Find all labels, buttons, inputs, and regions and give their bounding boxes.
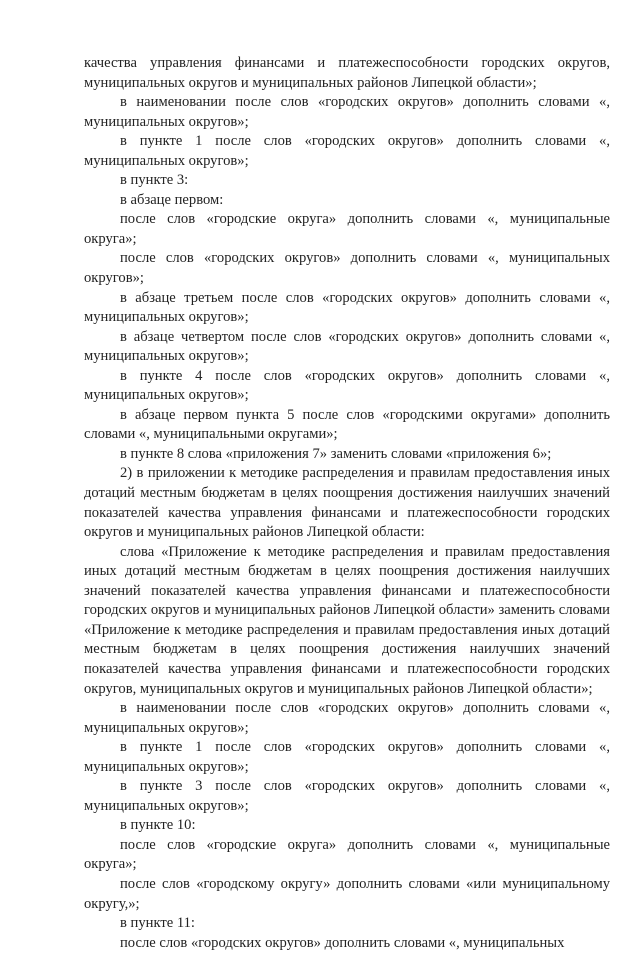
paragraph: в пункте 1 после слов «городских округов» дополнить словами «, муниципальных округов»; [84,133,610,169]
paragraph: в пункте 4 после слов «городских округов» дополнить словами «, муниципальных округов»; [84,367,610,404]
paragraph: 2) в приложении к методике распределения и правилам предоставления иных дотаций местным бюджетам в целях поощрения достижения наилучших значений показателей качества управления финансами и платежеспособности городских округов и муниципальных районов Липецкой области: [84,465,610,541]
paragraph: в абзаце четвертом после слов «городских округов» дополнить словами «, муниципальных округов»; [84,328,610,365]
paragraph: в пункте 3: [120,172,189,189]
paragraph: в абзаце первом пункта 5 после слов «городскими округами» дополнить словами «, муниципальными округами»; [84,406,610,443]
paragraph: в абзаце первом: [120,191,224,208]
paragraph: в пункте 1 после слов «городских округов» дополнить словами «, муниципальных округов»; [84,739,610,775]
paragraph: после слов «городских округов» дополнить словами «, муниципальных [120,934,565,951]
paragraph: в пункте 10: [120,817,196,834]
paragraph: после слов «городскому округу» дополнить словами «или муниципальному округу,»; [84,875,610,912]
paragraph: в наименовании после слов «городских округов» дополнить словами «, муниципальных округов»; [84,700,610,736]
document-body [84,54,610,953]
paragraph: после слов «городские округа» дополнить словами «, муниципальные округа»; [84,211,610,247]
paragraph: слова «Приложение к методике распределения и правилам предоставления иных дотаций местным бюджетам в целях поощрения достижения наилучших значений показателей качества управления финансами и платежеспособности городских округов и муниципальных районов Липецкой области» заменить словами «Приложение к методике распределения и правилам предоставления иных дотаций местным бюджетам в целях поощрения достижения наилучших значений показателей качества управления финансами и платежеспособности городских округов, муниципальных округов и муниципальных районов Липецкой области»; [84,543,610,697]
paragraph: после слов «городских округов» дополнить словами «, муниципальных округов»; [84,250,610,287]
paragraph: качества управления финансами и платежеспособности городских округов, муниципальных округов и муниципальных районов Липецкой области»; [84,55,610,91]
paragraph: в пункте 3 после слов «городских округов» дополнить словами «, муниципальных округов»; [84,778,610,814]
paragraph: после слов «городские округа» дополнить словами «, муниципальные округа»; [84,836,610,873]
paragraph: в абзаце третьем после слов «городских округов» дополнить словами «, муниципальных округов»; [84,289,610,326]
paragraph: в наименовании после слов «городских округов» дополнить словами «, муниципальных округов»; [84,94,610,130]
paragraph: в пункте 8 слова «приложения 7» заменить словами «приложения 6»; [120,445,552,462]
paragraph: в пункте 11: [120,915,195,932]
